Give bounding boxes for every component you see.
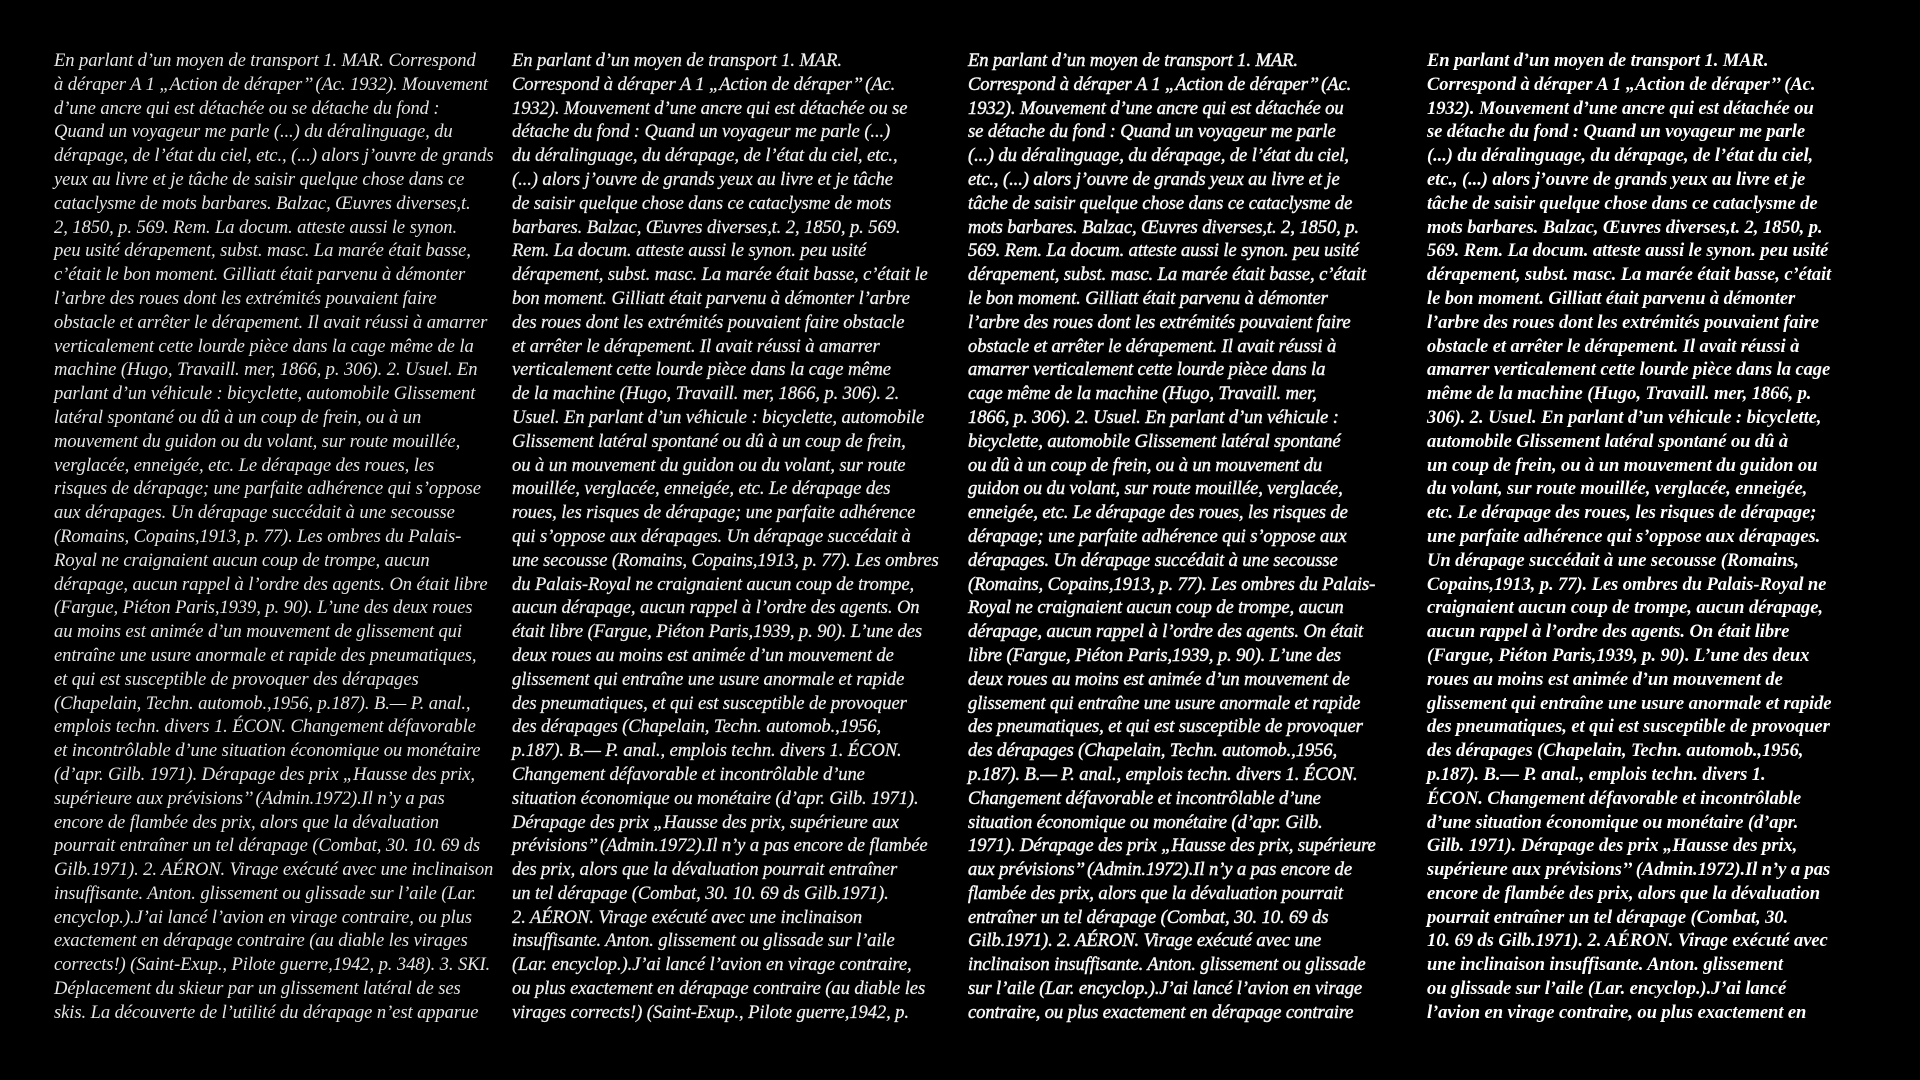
text-line: l’arbre des roues dont les extrémités pouvaient faire (54, 287, 437, 309)
text-line: situation économique ou monétaire (d’apr. Gilb. (968, 811, 1323, 833)
text-line: le bon moment. Gilliatt était parvenu à démonter (968, 287, 1328, 309)
text-line: (Fargue, Piéton Paris,1939, p. 90). L’une des deux roues (54, 597, 473, 619)
text-line: yeux au livre et je tâche de saisir quelque chose dans ce (54, 168, 465, 190)
text-line: supérieure aux prévisions’’ (Admin.1972).Il n’y a pas (1427, 859, 1831, 881)
text-line: dérapages. Un dérapage succédait à une secousse (968, 549, 1338, 571)
text-line: dérapement, subst. masc. La marée était basse, c’était (968, 264, 1366, 286)
text-line: insuffisante. Anton. glissement ou glissade sur l’aile (Lar. (54, 882, 477, 904)
text-line: Quand un voyageur me parle (...) du déralinguage, du (54, 121, 453, 143)
text-line: même de la machine (Hugo, Travaill. mer, 1866, p. (1427, 383, 1812, 405)
text-line: verticalement cette lourde pièce dans la cage même (512, 359, 891, 381)
text-line: tâche de saisir quelque chose dans ce cataclysme de (968, 192, 1353, 214)
text-line: de la machine (Hugo, Travaill. mer, 1866, p. 306). 2. (512, 383, 900, 405)
text-line: obstacle et arrêter le dérapement. Il avait réussi à (1427, 335, 1800, 357)
text-line: des dérapages (Chapelain, Techn. automob.,1956, (512, 716, 882, 738)
text-line: c’était le bon moment. Gilliatt était parvenu à démonter (54, 264, 466, 286)
text-column-bold (1427, 49, 1831, 1025)
text-line: dérapage, aucun rappel à l’ordre des agents. On était (968, 621, 1364, 643)
text-line: Gilb. 1971). Dérapage des prix „Hausse des prix, (1427, 835, 1798, 857)
text-line: roues au moins est animée d’un mouvement de (1427, 668, 1783, 690)
text-line: dérapage, aucun rappel à l’ordre des agents. On était libre (54, 573, 488, 595)
text-line: (Fargue, Piéton Paris,1939, p. 90). L’une des deux (1427, 644, 1810, 666)
text-line: (...) du déralinguage, du dérapage, de l’état du ciel, (1427, 145, 1814, 167)
text-line: p.187). B.— P. anal., emplois techn. divers 1. (1427, 763, 1766, 785)
text-line: ou à un mouvement du guidon ou du volant, sur route (512, 454, 906, 476)
text-line: contraire, ou plus exactement en dérapage contraire (968, 1001, 1354, 1023)
text-line: détache du fond : Quand un voyageur me parle (...) (512, 121, 891, 143)
text-line: enneigée, etc. Le dérapage des roues, les risques de (968, 502, 1348, 524)
text-line: Un dérapage succédait à une secousse (Romains, (1427, 549, 1799, 571)
text-line: des pneumatiques, et qui est susceptible de provoquer (512, 692, 907, 714)
text-line: machine (Hugo, Travaill. mer, 1866, p. 306). 2. Usuel. En (54, 359, 478, 381)
text-line: p.187). B.— P. anal., emplois techn. divers 1. ÉCON. (968, 763, 1358, 785)
text-line: dérapement, subst. masc. La marée était basse, c’était le (512, 264, 928, 286)
text-line: l’avion en virage contraire, ou plus exactement en (1427, 1001, 1807, 1023)
text-line: d’une situation économique ou monétaire (d’apr. (1427, 811, 1799, 833)
text-line: un coup de frein, ou à un mouvement du guidon ou (1427, 454, 1818, 476)
text-line: encyclop.).J’ai lancé l’avion en virage contraire, ou plus (54, 906, 472, 928)
text-line: 1932). Mouvement d’une ancre qui est détachée ou (968, 97, 1344, 119)
text-line: p.187). B.— P. anal., emplois techn. divers 1. ÉCON. (512, 740, 902, 762)
text-line: des prix, alors que la dévaluation pourrait entraîner (512, 859, 898, 881)
text-line: l’arbre des roues dont les extrémités pouvaient faire (968, 311, 1351, 333)
text-line: se détache du fond : Quand un voyageur me parle (1427, 121, 1806, 143)
text-line: un tel dérapage (Combat, 30. 10. 69 ds Gilb.1971). (512, 882, 889, 904)
text-line: En parlant d’un moyen de transport 1. MAR. Correspond (54, 50, 476, 71)
text-line: roues, les risques de dérapage; une parfaite adhérence (512, 502, 916, 524)
text-line: etc., (...) alors j’ouvre de grands yeux au livre et je (1427, 168, 1806, 190)
text-line: 2. AÉRON. Virage exécuté avec une inclinaison (512, 906, 863, 928)
text-line: prévisions’’ (Admin.1972).Il n’y a pas encore de flambée (512, 835, 928, 857)
text-column-semibold (968, 49, 1376, 1025)
text-line: 1932). Mouvement d’une ancre qui est détachée ou se (512, 97, 908, 119)
text-line: barbares. Balzac, Œuvres diverses,t. 2, 1850, p. 569. (512, 216, 901, 238)
text-line: etc., (...) alors j’ouvre de grands yeux au livre et je (968, 168, 1340, 190)
text-line: glissement qui entraîne une usure anormale et rapide (968, 692, 1361, 714)
text-line: glissement qui entraîne une usure anormale et rapide (1427, 692, 1832, 714)
text-column-regular (512, 49, 939, 1025)
text-line: cataclysme de mots barbares. Balzac, Œuvres diverses,t. (54, 192, 471, 214)
text-line: deux roues au moins est animée d’un mouvement de (968, 668, 1350, 690)
text-column-light (54, 49, 494, 1025)
text-line: Déplacement du skieur par un glissement latéral de ses (54, 978, 461, 1000)
text-line: sur l’aile (Lar. encyclop.).J’ai lancé l’avion en virage (968, 978, 1363, 1000)
text-line: libre (Fargue, Piéton Paris,1939, p. 90). L’une des (968, 644, 1341, 666)
text-line: (...) alors j’ouvre de grands yeux au livre et je tâche (512, 168, 893, 190)
text-line: Copains,1913, p. 77). Les ombres du Palais-Royal ne (1427, 573, 1827, 595)
text-line: dérapement, subst. masc. La marée était basse, c’était (1427, 264, 1832, 286)
text-line: dérapage; une parfaite adhérence qui s’oppose aux (968, 525, 1347, 547)
text-line: bon moment. Gilliatt était parvenu à démonter l’arbre (512, 287, 910, 309)
text-line: corrects!) (Saint-Exup., Pilote guerre,1942, p. 348). 3. SKI. (54, 954, 491, 976)
text-line: automobile Glissement latéral spontané ou dû à (1427, 430, 1789, 452)
text-line: d’une ancre qui est détachée ou se détache du fond : (54, 97, 440, 119)
text-line: une secousse (Romains, Copains,1913, p. 77). Les ombres (512, 549, 939, 571)
text-line: se détache du fond : Quand un voyageur me parle (968, 121, 1336, 143)
text-line: du Palais-Royal ne craignaient aucun coup de trompe, (512, 573, 915, 595)
text-line: 1932). Mouvement d’une ancre qui est détachée ou (1427, 97, 1814, 119)
text-line: 1971). Dérapage des prix „Hausse des prix, supérieure (968, 835, 1376, 857)
text-line: verglacée, enneigée, etc. Le dérapage des roues, les (54, 454, 435, 476)
text-line: mots barbares. Balzac, Œuvres diverses,t. 2, 1850, p. (968, 216, 1359, 238)
text-line: 10. 69 ds Gilb.1971). 2. AÉRON. Virage exécuté avec (1427, 930, 1828, 952)
text-line: situation économique ou monétaire (d’apr. Gilb. 1971). (512, 787, 919, 809)
text-line: exactement en dérapage contraire (au diable les virages (54, 930, 468, 952)
text-line: de saisir quelque chose dans ce cataclysme de mots (512, 192, 892, 214)
text-line: Correspond à déraper A 1 „Action de déraper’’ (Ac. (1427, 73, 1816, 95)
text-line: amarrer verticalement cette lourde pièce dans la (968, 359, 1326, 381)
text-line: risques de dérapage; une parfaite adhérence qui s’oppose (54, 478, 481, 500)
text-line: En parlant d’un moyen de transport 1. MAR. (1427, 50, 1769, 71)
text-line: l’arbre des roues dont les extrémités pouvaient faire (1427, 311, 1819, 333)
text-line: deux roues au moins est animée d’un mouvement de (512, 644, 894, 666)
text-line: Gilb.1971). 2. AÉRON. Virage exécuté avec une (968, 930, 1322, 952)
text-line: mots barbares. Balzac, Œuvres diverses,t. 2, 1850, p. (1427, 216, 1823, 238)
text-line: des dérapages (Chapelain, Techn. automob.,1956, (1427, 740, 1804, 762)
text-line: aucun rappel à l’ordre des agents. On était libre (1427, 621, 1790, 643)
text-line: et arrêter le dérapement. Il avait réussi à amarrer (512, 335, 880, 357)
text-line: ou glissade sur l’aile (Lar. encyclop.).J’ai lancé (1427, 978, 1787, 1000)
text-line: emplois techn. divers 1. ÉCON. Changement défavorable (54, 716, 476, 738)
text-line: mouvement du guidon ou du volant, sur route mouillée, (54, 430, 461, 452)
text-line: et incontrôlable d’une situation économique ou monétaire (54, 740, 481, 762)
text-line: skis. La découverte de l’utilité du dérapage n’est apparue (54, 1001, 479, 1023)
text-line: verticalement cette lourde pièce dans la cage même de la (54, 335, 474, 357)
text-line: entraîner un tel dérapage (Combat, 30. 10. 69 ds (968, 906, 1329, 928)
text-line: (Romains, Copains,1913, p. 77). Les ombres du Palais- (54, 525, 462, 547)
text-line: qui s’oppose aux dérapages. Un dérapage succédait à (512, 525, 911, 547)
text-line: glissement qui entraîne une usure anormale et rapide (512, 668, 905, 690)
text-line: En parlant d’un moyen de transport 1. MAR. (968, 50, 1298, 71)
text-line: craignaient aucun coup de trompe, aucun dérapage, (1427, 597, 1823, 619)
text-line: supérieure aux prévisions’’ (Admin.1972).Il n’y a pas (54, 787, 445, 809)
text-line: des pneumatiques, et qui est susceptible de provoquer (1427, 716, 1830, 738)
text-line: Changement défavorable et incontrôlable d’une (512, 763, 865, 785)
text-line: etc. Le dérapage des roues, les risques de dérapage; (1427, 502, 1817, 524)
text-line: En parlant d’un moyen de transport 1. MAR. (512, 50, 842, 71)
text-line: amarrer verticalement cette lourde pièce dans la cage (1427, 359, 1831, 381)
text-line: du déralinguage, du dérapage, de l’état du ciel, etc., (512, 145, 898, 167)
text-line: encore de flambée des prix, alors que la dévaluation (54, 811, 440, 833)
text-line: mouillée, verglacée, enneigée, etc. Le dérapage des (512, 478, 891, 500)
text-line: insuffisante. Anton. glissement ou glissade sur l’aile (512, 930, 895, 952)
text-line: Changement défavorable et incontrôlable d’une (968, 787, 1321, 809)
text-line: une inclinaison insuffisante. Anton. glissement (1427, 954, 1783, 976)
text-line: ou dû à un coup de frein, ou à un mouvement du (968, 454, 1323, 476)
text-line: 306). 2. Usuel. En parlant d’un véhicule : bicyclette, (1427, 406, 1822, 428)
text-line: pourrait entraîner un tel dérapage (Combat, 30. (1427, 906, 1789, 928)
text-line: obstacle et arrêter le dérapement. Il avait réussi à amarrer (54, 311, 488, 333)
text-line: latéral spontané ou dû à un coup de frein, ou à un (54, 406, 422, 428)
text-line: (...) du déralinguage, du dérapage, de l’état du ciel, (968, 145, 1349, 167)
text-line: Royal ne craignaient aucun coup de trompe, aucun (54, 549, 430, 571)
text-line: des pneumatiques, et qui est susceptible de provoquer (968, 716, 1363, 738)
text-line: peu usité dérapement, subst. masc. La marée était basse, (54, 240, 471, 262)
text-line: Rem. La docum. atteste aussi le synon. peu usité (512, 240, 867, 262)
text-line: obstacle et arrêter le dérapement. Il avait réussi à (968, 335, 1337, 357)
text-line: au moins est animée d’un mouvement de glissement qui (54, 621, 462, 643)
text-line: virages corrects!) (Saint-Exup., Pilote guerre,1942, p. (512, 1001, 909, 1023)
text-line: était libre (Fargue, Piéton Paris,1939, p. 90). L’une des (512, 621, 923, 643)
text-line: ÉCON. Changement défavorable et incontrôlable (1427, 787, 1802, 809)
text-line: une parfaite adhérence qui s’oppose aux dérapages. (1427, 525, 1821, 547)
text-line: (Lar. encyclop.).J’ai lancé l’avion en virage contraire, (512, 954, 912, 976)
text-line: Correspond à déraper A 1 „Action de déraper’’ (Ac. (512, 73, 896, 95)
text-line: du volant, sur route mouillée, verglacée, enneigée, (1427, 478, 1808, 500)
text-line: guidon ou du volant, sur route mouillée, verglacée, (968, 478, 1343, 500)
text-line: flambée des prix, alors que la dévaluation pourrait (968, 882, 1344, 904)
text-line: Correspond à déraper A 1 „Action de déraper’’ (Ac. (968, 73, 1352, 95)
text-line: pourrait entraîner un tel dérapage (Combat, 30. 10. 69 ds (54, 835, 481, 857)
text-line: cage même de la machine (Hugo, Travaill. mer, (968, 383, 1317, 405)
text-line: Gilb.1971). 2. AÉRON. Virage exécuté avec une inclinaison (54, 859, 494, 881)
text-line: (Romains, Copains,1913, p. 77). Les ombres du Palais- (968, 573, 1376, 595)
text-line: aux prévisions’’ (Admin.1972).Il n’y a pas encore de (968, 859, 1352, 881)
text-line: et qui est susceptible de provoquer des dérapages (54, 668, 419, 690)
text-line: tâche de saisir quelque chose dans ce cataclysme de (1427, 192, 1818, 214)
text-line: 2, 1850, p. 569. Rem. La docum. atteste aussi le synon. (54, 216, 458, 238)
text-line: des dérapages (Chapelain, Techn. automob.,1956, (968, 740, 1338, 762)
text-line: inclinaison insuffisante. Anton. glissement ou glissade (968, 954, 1366, 976)
text-line: aux dérapages. Un dérapage succédait à une secousse (54, 502, 455, 524)
text-line: Dérapage des prix „Hausse des prix, supérieure aux (512, 811, 899, 833)
text-line: Glissement latéral spontané ou dû à un coup de frein, (512, 430, 906, 452)
text-line: aucun dérapage, aucun rappel à l’ordre des agents. On (512, 597, 920, 619)
text-line: (Chapelain, Techn. automob.,1956, p.187). B.— P. anal., (54, 692, 471, 714)
text-line: Usuel. En parlant d’un véhicule : bicyclette, automobile (512, 406, 925, 428)
text-line: (d’apr. Gilb. 1971). Dérapage des prix „Hausse des prix, (54, 763, 475, 785)
text-line: ou plus exactement en dérapage contraire (au diable les (512, 978, 926, 1000)
text-line: encore de flambée des prix, alors que la dévaluation (1427, 882, 1820, 904)
text-line: bicyclette, automobile Glissement latéral spontané (968, 430, 1341, 452)
text-line: Royal ne craignaient aucun coup de trompe, aucun (968, 597, 1344, 619)
text-line: parlant d’un véhicule : bicyclette, automobile Glissement (54, 383, 476, 405)
text-line: 569. Rem. La docum. atteste aussi le synon. peu usité (1427, 240, 1829, 262)
text-line: entraîne une usure anormale et rapide des pneumatiques, (54, 644, 477, 666)
text-line: dérapage, de l’état du ciel, etc., (...) alors j’ouvre de grands (54, 145, 494, 167)
text-line: des roues dont les extrémités pouvaient faire obstacle (512, 311, 905, 333)
text-line: le bon moment. Gilliatt était parvenu à démonter (1427, 287, 1796, 309)
text-line: 1866, p. 306). 2. Usuel. En parlant d’un véhicule : (968, 406, 1339, 428)
text-line: 569. Rem. La docum. atteste aussi le synon. peu usité (968, 240, 1359, 262)
text-line: à déraper A 1 „Action de déraper’’ (Ac. 1932). Mouvement (54, 73, 488, 95)
